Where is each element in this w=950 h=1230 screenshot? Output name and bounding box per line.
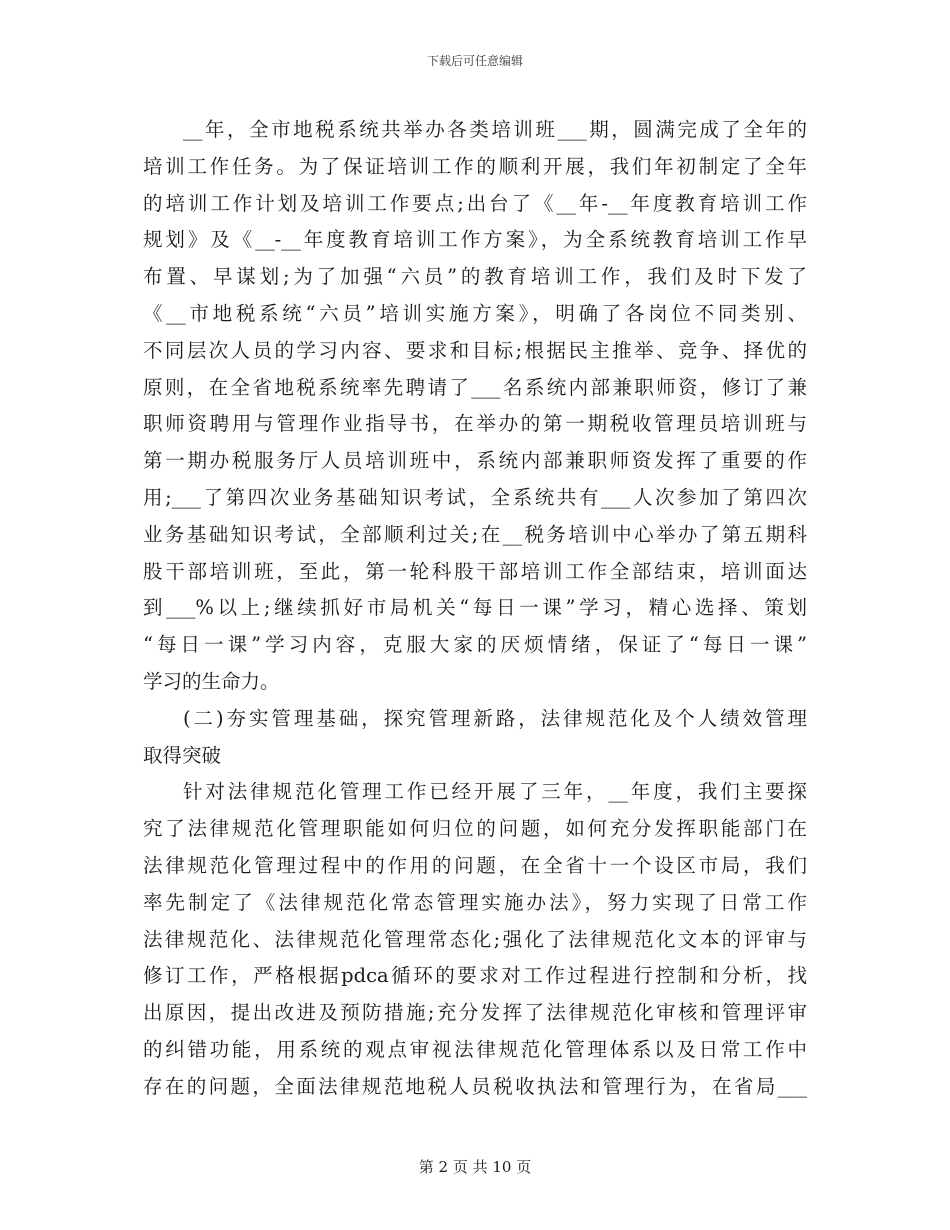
- paragraph-line: 规划》及《__-__年度教育培训工作方案》，为全系统教育培训工作早: [143, 228, 807, 252]
- paragraph-line: 法律规范化管理过程中的作用的问题，在全省十一个设区市局，我们: [143, 853, 807, 877]
- section-heading-line: (二)夯实管理基础，探究管理新路，法律规范化及个人绩效管理: [183, 706, 807, 730]
- paragraph-line: 职师资聘用与管理作业指导书，在举办的第一期税收管理员培训班与: [143, 412, 807, 436]
- paragraph-line: 学习的生命力。: [143, 669, 280, 693]
- paragraph-line: 率先制定了《法律规范化常态管理实施办法》，努力实现了日常工作: [143, 890, 807, 914]
- paragraph-line: 培训工作任务。为了保证培训工作的顺利开展，我们年初制定了全年: [143, 154, 807, 178]
- paragraph-line: __年，全市地税系统共举办各类培训班___期，圆满完成了全年的: [183, 118, 807, 141]
- paragraph-line: 第一期办税服务厅人员培训班中，系统内部兼职师资发挥了重要的作: [143, 449, 807, 473]
- paragraph-line: 的纠错功能，用系统的观点审视法律规范化管理体系以及日常工作中: [143, 1037, 807, 1061]
- page-number: 第 2 页 共 10 页: [418, 1158, 532, 1176]
- paragraph-line: 不同层次人员的学习内容、要求和目标;根据民主推举、竞争、择优的: [143, 338, 807, 362]
- paragraph-line: 业务基础知识考试，全部顺利过关;在__税务培训中心举办了第五期科: [143, 522, 807, 546]
- paragraph-line: 原则，在全省地税系统率先聘请了___名系统内部兼职师资，修订了兼: [143, 375, 807, 399]
- section-heading-line: 取得突破: [143, 743, 222, 767]
- paragraph-line: 用;___了第四次业务基础知识考试，全系统共有___人次参加了第四次: [143, 485, 807, 509]
- paragraph-line: 布置、早谋划;为了加强“六员”的教育培训工作，我们及时下发了: [143, 265, 807, 289]
- page-header: 下载后可任意编辑: [426, 54, 523, 68]
- paragraph-line: 法律规范化、法律规范化管理常态化;强化了法律规范化文本的评审与: [143, 927, 807, 951]
- paragraph-line: 针对法律规范化管理工作已经开展了三年，__年度，我们主要探: [183, 780, 807, 804]
- paragraph-line: 股干部培训班，至此，第一轮科股干部培训工作全部结束，培训面达: [143, 559, 807, 583]
- paragraph-line: 修订工作，严格根据pdca循环的要求对工作过程进行控制和分析，找: [143, 964, 807, 988]
- paragraph-line: 存在的问题，全面法律规范地税人员税收执法和管理行为，在省局___: [143, 1074, 807, 1098]
- paragraph-line: 出原因，提出改进及预防措施;充分发挥了法律规范化审核和管理评审: [143, 1001, 807, 1025]
- paragraph-line: “每日一课”学习内容，克服大家的厌烦情绪，保证了“每日一课”: [143, 633, 807, 657]
- document-body: [143, 112, 807, 1106]
- paragraph-line: 的培训工作计划及培训工作要点;出台了《__年-__年度教育培训工作: [143, 191, 807, 215]
- paragraph-line: 《__市地税系统“六员”培训实施方案》，明确了各岗位不同类别、: [143, 301, 807, 325]
- paragraph-line: 到___%以上;继续抓好市局机关“每日一课”学习，精心选择、策划: [143, 596, 807, 620]
- paragraph-line: 究了法律规范化管理职能如何归位的问题，如何充分发挥职能部门在: [143, 817, 807, 841]
